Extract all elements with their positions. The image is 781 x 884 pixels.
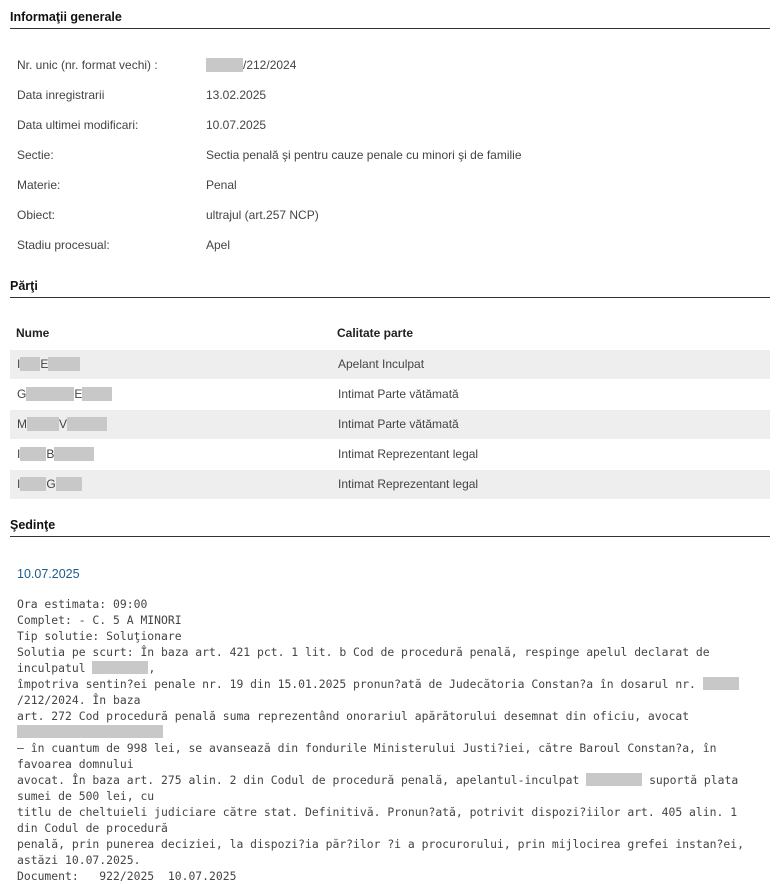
info-value: Apel [206, 238, 231, 252]
info-row-stage [17, 238, 757, 254]
column-header-name: Nume [16, 326, 50, 340]
session-details [17, 596, 762, 884]
info-value: Sectia penală şi pentru cauze penale cu minori şi de familie [206, 148, 522, 162]
info-row-nr-unic [17, 58, 757, 74]
redacted-block [67, 417, 107, 431]
info-label: Sectie: [17, 148, 54, 162]
estimated-time: Ora estimata: 09:00 [17, 597, 148, 611]
info-label: Data inregistrarii [17, 88, 105, 102]
info-row-last-modified [17, 118, 757, 134]
redacted-block [56, 477, 82, 491]
redacted-block [92, 661, 148, 674]
solution-line: penală, prin punerea deciziei, la dispozi?ia păr?ilor ?i a procurorului, prin mijlocirea grefei instan?ei, astăzi 10.07.2025. [17, 837, 744, 867]
info-row-section [17, 148, 757, 164]
section-general-title: Informaţii generale [10, 10, 770, 29]
solution-line: art. 272 Cod procedură penală suma reprezentând onorariul apărătorului desemnat din oficiu, avocat [17, 708, 762, 740]
redacted-block [54, 447, 94, 461]
info-value: ultrajul (art.257 NCP) [206, 208, 319, 222]
info-label: Obiect: [17, 208, 56, 222]
solution-line: – în cuantum de 998 lei, se avansează din fondurile Ministerului Justi?iei, către Baroul Constan?a, în favoarea domnului [17, 741, 717, 771]
table-row [10, 440, 770, 469]
party-name: I G [17, 477, 82, 491]
panel: Complet: - C. 5 A MINORI [17, 613, 182, 627]
document-ref: Document: 922/2025 10.07.2025 [17, 869, 237, 883]
solution-line: Solutia pe scurt: În baza art. 421 pct. 1 lit. b Cod de procedură penală, respinge apelul declarat de inculpatul , [17, 645, 710, 675]
party-name: G E [17, 387, 112, 401]
redacted-block [586, 773, 642, 786]
session-date: 10.07.2025 [17, 567, 80, 581]
party-role: Intimat Parte vătămată [338, 417, 459, 431]
info-label: Data ultimei modificari: [17, 118, 139, 132]
column-header-role: Calitate parte [337, 326, 414, 340]
party-role: Intimat Parte vătămată [338, 387, 459, 401]
table-row [10, 380, 770, 409]
table-row [10, 410, 770, 439]
redacted-block [17, 725, 163, 738]
info-row-object [17, 208, 757, 224]
info-value [206, 58, 296, 72]
info-value: 10.07.2025 [206, 118, 267, 132]
info-value: Penal [206, 178, 237, 192]
redacted-block [20, 477, 46, 491]
party-name: I B [17, 447, 94, 461]
solution-line: avocat. În baza art. 275 alin. 2 din Codul de procedură penală, apelantul-inculpat suportă plata sumei de 500 lei, cu [17, 773, 739, 803]
redacted-block [26, 387, 74, 401]
section-sessions-title: Şedinţe [10, 518, 770, 537]
party-role: Intimat Reprezentant legal [338, 447, 479, 461]
parties-table-header [10, 319, 770, 349]
redacted-block [27, 417, 59, 431]
party-name: I E [17, 357, 80, 371]
solution-type: Tip solutie: Soluţionare [17, 629, 182, 643]
section-parties-title: Părţi [10, 279, 770, 298]
party-role: Apelant Inculpat [338, 357, 425, 371]
party-role: Intimat Reprezentant legal [338, 477, 479, 491]
info-row-registration [17, 88, 757, 104]
redacted-block [82, 387, 112, 401]
table-row [10, 350, 770, 379]
party-name: M V [17, 417, 107, 431]
table-row [10, 470, 770, 499]
solution-line: titlu de cheltuieli judiciare către stat. Definitivă. Pronun?ată, potrivit dispozi?iilor art. 405 alin. 1 din Codul de procedură [17, 805, 738, 835]
redacted-block [20, 447, 46, 461]
redacted-block [20, 357, 40, 371]
case-number: /212/2024 [243, 58, 297, 72]
redacted-block [48, 357, 80, 371]
redacted-block [206, 58, 243, 72]
info-row-matter [17, 178, 757, 194]
info-label: Materie: [17, 178, 61, 192]
info-label: Nr. unic (nr. format vechi) : [17, 58, 158, 72]
info-value: 13.02.2025 [206, 88, 267, 102]
redacted-block [703, 677, 739, 690]
solution-line: împotriva sentin?ei penale nr. 19 din 15.01.2025 pronun?ată de Judecătoria Constan?a în dosarul nr. /212/2024. În baza [17, 676, 762, 708]
info-label: Stadiu procesual: [17, 238, 110, 252]
